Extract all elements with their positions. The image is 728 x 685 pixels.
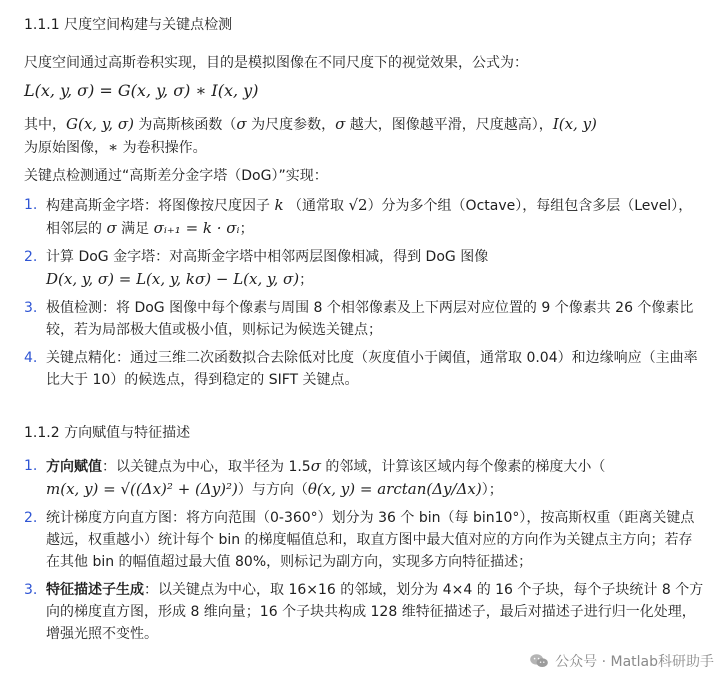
dog-formula: D(x, y, σ) = L(x, y, kσ) − L(x, y, σ): [46, 270, 300, 288]
math-sigma-relation: σᵢ₊₁ = k · σᵢ: [153, 219, 240, 237]
explanation-text: 为卷积操作。: [118, 140, 207, 156]
list-item: [24, 347, 704, 391]
explanation-text: 其中，: [24, 117, 66, 133]
item-bold-label: 方向赋值: [46, 459, 102, 475]
list-item: [24, 579, 704, 645]
explanation-text: 为尺度参数，: [246, 117, 336, 133]
item-text: 满足: [116, 221, 154, 237]
item-text: 构建高斯金字塔：将图像按尺度因子: [46, 198, 275, 214]
item-text: ：以关键点为中心，取 16×16 的邻域，划分为 4×4 的 16 个子块，每个子块统计 8 个方向的梯度直方图，形成 8 维向量；16 个子块共构成 128 维特征描述子，最后对描述子进行归一化处理，增强光照不变性。: [46, 582, 704, 642]
list-number: 4.: [24, 350, 38, 366]
item-text: 的邻域，计算该区域内每个像素的梯度大小（: [320, 459, 606, 475]
orientation-steps-list: [24, 455, 704, 645]
item-text: 极值检测：将 DoG 图像中每个像素与周围 8 个相邻像素及上下两层对应位置的 9 个像素共 26 个像素比较，若为局部极大值或极小值，则标记为候选关键点；: [46, 300, 694, 338]
section-heading-1: 1.1.1 尺度空间构建与关键点检测: [24, 17, 233, 33]
math-sigma: σ: [236, 115, 247, 133]
list-item: [24, 455, 704, 501]
wechat-icon: [529, 653, 549, 669]
item-text: 统计梯度方向直方图：将方向范围（0-360°）划分为 36 个 bin（每 bin10°），按高斯权重（距离关键点越远，权重越小）统计每个 bin 的梯度幅值总和，取直方图中最大值对应的方向作为关键点主方向；若存在其他 bin 的幅值超过最大值 80%，则标记为副方向，实现多方向特征描述；: [46, 510, 695, 570]
list-number: 2.: [24, 510, 38, 526]
math-i: I(x, y): [552, 115, 597, 133]
item-text: ；: [239, 221, 254, 237]
math-g: G(x, y, σ): [66, 115, 134, 133]
gradient-direction-formula: θ(x, y) = arctan(Δy/Δx): [307, 480, 482, 498]
intro-paragraph: 尺度空间通过高斯卷积实现，目的是模拟图像在不同尺度下的视觉效果，公式为：: [24, 55, 528, 71]
math-sigma: σ: [335, 115, 346, 133]
item-bold-label: 特征描述子生成: [46, 582, 144, 598]
explanation-text: 为高斯核函数（: [133, 117, 237, 133]
math-sqrt2: √2: [348, 196, 368, 214]
scale-space-formula: L(x, y, σ) = G(x, y, σ) ∗ I(x, y): [24, 81, 259, 100]
list-number: 2.: [24, 249, 38, 265]
watermark-text: 公众号 · Matlab科研助手: [555, 654, 714, 670]
list-item: [24, 297, 704, 341]
list-item: [24, 507, 704, 573]
list-item: [24, 194, 704, 240]
math-star: ∗: [108, 138, 119, 156]
watermark: [529, 651, 714, 671]
list-number: 1.: [24, 458, 38, 474]
item-text: （通常取: [283, 198, 349, 214]
item-text: 计算 DoG 金字塔：对高斯金字塔中相邻两层图像相减，得到 DoG 图像: [46, 249, 489, 265]
list-item: [24, 246, 704, 291]
explanation-text: 越大，图像越平滑，尺度越高），: [345, 117, 553, 133]
item-text: ）分为多个组（Octave），每组包含多层（Level），相邻层的: [46, 198, 693, 237]
math-sigma: σ: [106, 219, 117, 237]
dog-intro: 关键点检测通过“高斯差分金字塔（DoG）”实现：: [24, 168, 328, 184]
item-text: 关键点精化：通过三维二次函数拟合去除低对比度（灰度值小于阈值，通常取 0.04）和边缘响应（主曲率比大于 10）的候选点，得到稳定的 SIFT 关键点。: [46, 350, 698, 388]
list-number: 1.: [24, 197, 38, 213]
formula-explanation: [24, 113, 704, 159]
explanation-text: 为原始图像，: [24, 140, 108, 156]
item-text: ；: [299, 272, 314, 288]
item-text: ）；: [481, 482, 503, 498]
section-heading-2: 1.1.2 方向赋值与特征描述: [24, 425, 191, 441]
item-text: ：以关键点为中心，取半径为 1.5: [102, 459, 311, 475]
item-text: ）与方向（: [237, 482, 308, 498]
math-sigma: σ: [310, 457, 321, 475]
list-number: 3.: [24, 300, 38, 316]
dog-steps-list: [24, 194, 704, 391]
math-k: k: [274, 196, 284, 214]
list-number: 3.: [24, 582, 38, 598]
gradient-magnitude-formula: m(x, y) = √((Δx)² + (Δy)²): [46, 480, 238, 498]
